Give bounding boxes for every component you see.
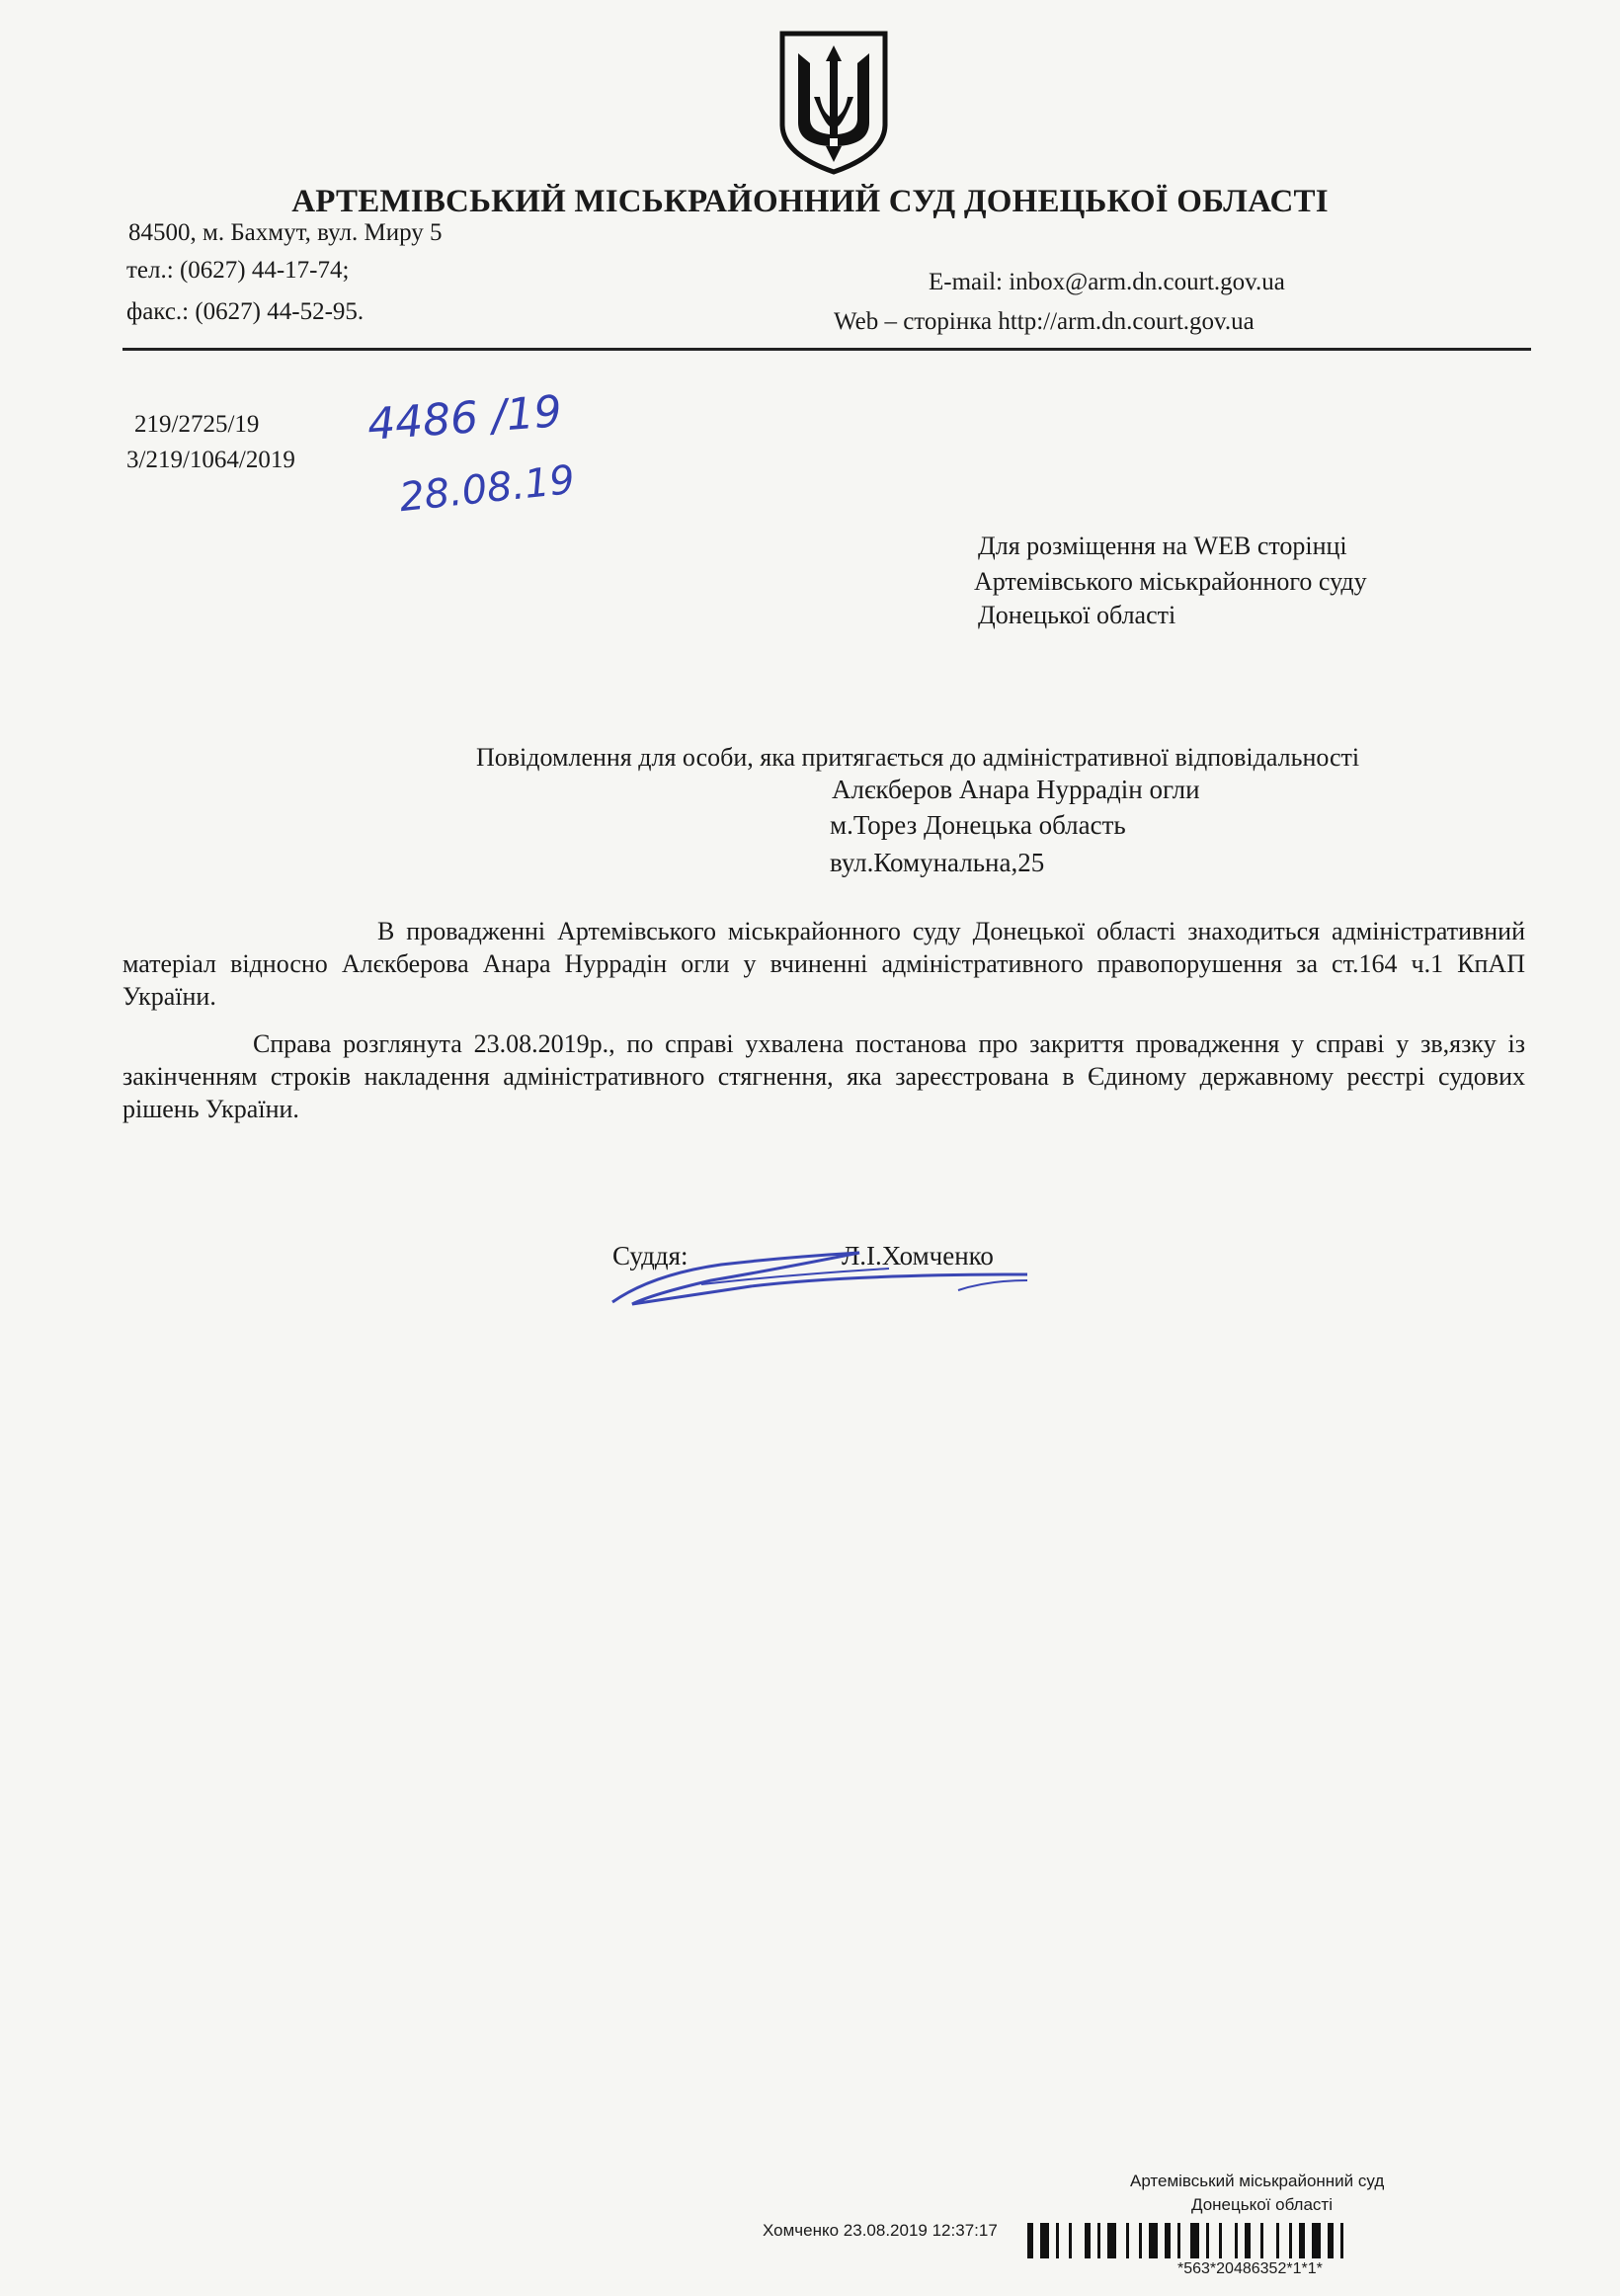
- handwritten-registration-number: 4486 /19: [365, 386, 564, 451]
- court-name-heading: АРТЕМІВСЬКИЙ МІСЬКРАЙОННИЙ СУД ДОНЕЦЬКОЇ ОБЛАСТІ: [291, 184, 1329, 219]
- body-paragraph-2: Справа розглянута 23.08.2019р., по справі ухвалена постанова про закриття провадження у справі у зв,язку із закінченням строків накладення адміністративного стягнення, яка зареєстрована в Єдиному державному реєстрі судових рішень України.: [122, 1029, 1525, 1123]
- addressee-line-3: Донецької області: [978, 601, 1176, 629]
- court-phone: тел.: (0627) 44-17-74;: [126, 257, 350, 284]
- header-divider: [122, 348, 1531, 351]
- coat-of-arms-icon: [774, 28, 893, 176]
- recipient-street: вул.Комунальна,25: [830, 848, 1045, 877]
- recipient-city: м.Торез Донецька область: [830, 810, 1126, 840]
- court-address: 84500, м. Бахмут, вул. Миру 5: [128, 219, 443, 246]
- signature-label: Суддя:: [612, 1241, 688, 1271]
- court-website: Web – сторінка http://arm.dn.court.gov.ua: [834, 308, 1255, 335]
- case-number: 219/2725/19: [134, 411, 260, 438]
- electronic-signature-text: Хомченко 23.08.2019 12:37:17: [763, 2221, 998, 2240]
- addressee-line-2: Артемівського міськрайонного суду: [974, 567, 1367, 596]
- stamp-court-line-1: Артемівський міськрайонний суд: [1130, 2172, 1385, 2190]
- handwritten-registration-date: 28.08.19: [397, 456, 578, 522]
- stamp-court-line-2: Донецької області: [1191, 2195, 1333, 2214]
- court-email: E-mail: inbox@arm.dn.court.gov.ua: [929, 269, 1285, 295]
- barcode-text: *563*20486352*1*1*: [1177, 2260, 1323, 2277]
- recipient-name: Алєкберов Анара Нуррадін огли: [832, 775, 1200, 804]
- judge-name: Л.І.Хомченко: [842, 1241, 994, 1271]
- court-fax: факс.: (0627) 44-52-95.: [126, 298, 364, 325]
- proceeding-number: 3/219/1064/2019: [126, 447, 295, 473]
- body-paragraph-1: В провадженні Артемівського міськрайонного суду Донецької області знаходиться адміністративний матеріал відносно Алєкберова Анара Нуррадін огли у вчиненні адміністративного правопорушення за ст.164 ч.1 КпАП України.: [122, 917, 1525, 1011]
- notice-heading: Повідомлення для особи, яка притягається до адміністративної відповідальності: [476, 743, 1360, 772]
- addressee-line-1: Для розміщення на WEB сторінці: [978, 532, 1347, 560]
- handwritten-signature-icon: [593, 1235, 1037, 1314]
- barcode-icon: [1027, 2223, 1511, 2258]
